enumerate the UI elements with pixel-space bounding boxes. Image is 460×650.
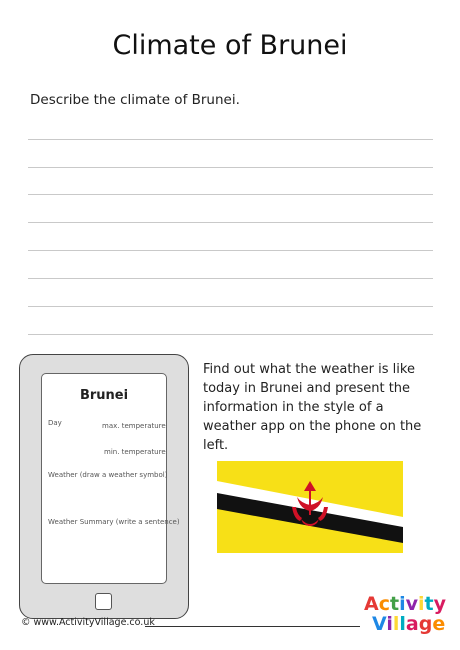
brunei-flag <box>217 461 403 553</box>
day-label: Day <box>48 419 62 427</box>
writing-line[interactable] <box>28 222 433 223</box>
summary-label: Weather Summary (write a sentence) <box>48 518 180 526</box>
max-temp-label: max. temperature <box>102 422 166 430</box>
footer-url[interactable]: © www.ActivityVillage.co.uk <box>21 617 155 628</box>
writing-line[interactable] <box>28 139 433 140</box>
writing-line[interactable] <box>28 250 433 251</box>
phone-outline <box>19 354 189 619</box>
min-temp-label: min. temperature <box>104 448 166 456</box>
logo-letter: t <box>424 593 434 615</box>
instructions-text: Find out what the weather is like today in Brunei and present the information in the style of a weather app on the phone on the left. <box>203 362 422 453</box>
logo-letter: i <box>399 593 406 615</box>
writing-line[interactable] <box>28 306 433 307</box>
writing-line[interactable] <box>28 278 433 279</box>
logo-line-1 <box>364 595 446 614</box>
logo-letter: t <box>389 593 400 615</box>
logo-letter: v <box>405 593 418 615</box>
logo-letter: A <box>364 593 379 615</box>
phone-screen <box>41 373 180 584</box>
logo-letter: l <box>392 613 400 635</box>
page-title: Climate of Brunei <box>112 30 348 61</box>
logo-letter: i <box>386 613 393 635</box>
weather-label: Weather (draw a weather symbol) <box>48 471 168 479</box>
logo-letter: V <box>372 613 387 635</box>
activity-village-logo <box>362 593 447 638</box>
writing-line[interactable] <box>28 194 433 195</box>
writing-line[interactable] <box>28 334 433 335</box>
screen-title: Brunei <box>79 388 129 403</box>
logo-letter: g <box>418 613 433 635</box>
footer-divider <box>145 626 360 627</box>
describe-prompt: Describe the climate of Brunei. <box>30 92 240 108</box>
logo-letter: e <box>432 613 446 635</box>
logo-letter: c <box>378 593 390 615</box>
logo-letter: a <box>405 613 419 635</box>
logo-letter: l <box>399 613 406 635</box>
logo-letter: y <box>433 593 446 615</box>
logo-line-2 <box>372 615 445 634</box>
logo-letter: i <box>417 593 425 615</box>
home-button <box>95 593 112 610</box>
writing-line[interactable] <box>28 167 433 168</box>
